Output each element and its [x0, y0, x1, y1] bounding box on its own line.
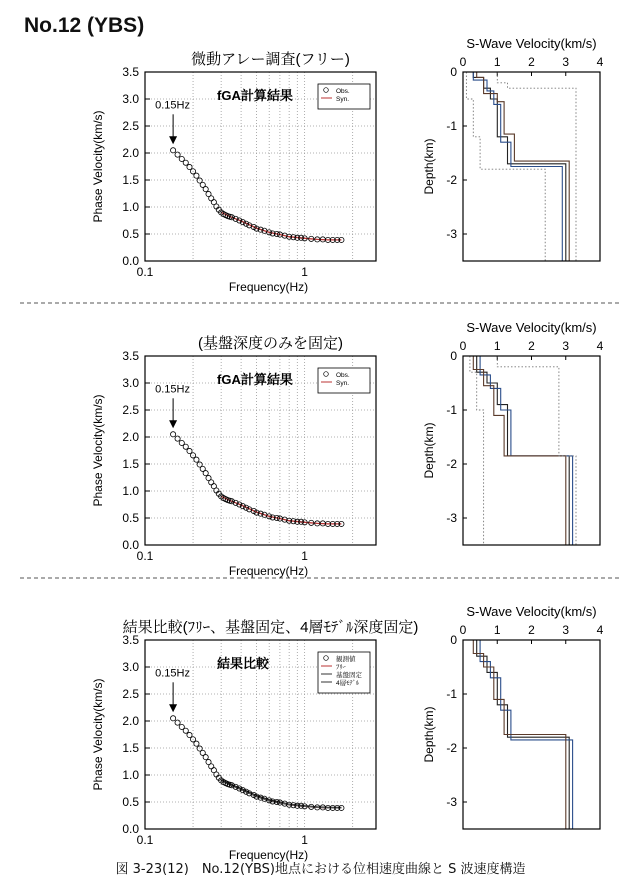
- observed-point: [175, 720, 180, 725]
- x-tick-label: 0.1: [136, 265, 154, 279]
- y-axis-label: Depth(km): [422, 138, 436, 195]
- y-tick-label: 0.5: [122, 795, 139, 809]
- y-tick-label: 0: [450, 349, 457, 363]
- x-tick-label: 1: [301, 549, 308, 563]
- y-tick-label: -1: [446, 119, 457, 133]
- phase-velocity-chart: [91, 618, 418, 862]
- legend-label: ﾌﾘｰ: [336, 664, 346, 671]
- y-tick-label: -2: [446, 741, 457, 755]
- observed-point: [171, 432, 176, 437]
- chart-title: S-Wave Velocity(km/s): [466, 36, 597, 51]
- x-tick-label: 1: [493, 55, 501, 69]
- y-tick-label: 3.0: [122, 92, 139, 106]
- velocity-profile: [473, 356, 566, 545]
- y-tick-label: 3.0: [122, 376, 139, 390]
- y-tick-label: 1.0: [122, 768, 139, 782]
- y-axis-label: Phase Velocity(km/s): [91, 678, 105, 791]
- phase-velocity-chart: [91, 50, 376, 294]
- x-tick-label: 0.1: [136, 833, 154, 847]
- y-tick-label: -3: [446, 795, 457, 809]
- y-tick-label: 0.0: [122, 822, 139, 836]
- x-tick-label: 4: [596, 339, 604, 353]
- y-tick-label: 0: [450, 65, 457, 79]
- legend-label: Syn.: [336, 380, 350, 387]
- y-tick-label: -1: [446, 687, 457, 701]
- synthetic-curve: [221, 496, 341, 524]
- y-tick-label: 0.5: [122, 511, 139, 525]
- y-tick-label: -2: [446, 173, 457, 187]
- observed-point: [175, 152, 180, 157]
- y-tick-label: 1.5: [122, 741, 139, 755]
- y-tick-label: 0.0: [122, 538, 139, 552]
- observed-point: [194, 741, 199, 746]
- velocity-bound-profile: [470, 356, 484, 545]
- observed-point: [175, 436, 180, 441]
- observed-point: [183, 160, 188, 165]
- velocity-profile: [480, 356, 572, 545]
- x-tick-label: 2: [528, 55, 535, 69]
- x-tick-label: 2: [528, 623, 535, 637]
- chart-title: 結果比較(ﾌﾘｰ、基盤固定、4層ﾓﾃﾞﾙ深度固定): [122, 619, 419, 636]
- chart-annotation: fGA計算結果: [217, 372, 293, 387]
- x-axis-label: Frequency(Hz): [228, 564, 309, 578]
- y-tick-label: 2.5: [122, 119, 139, 133]
- observed-point: [171, 716, 176, 721]
- x-tick-label: 2: [528, 339, 535, 353]
- y-tick-label: 2.0: [122, 146, 139, 160]
- observed-point: [203, 471, 208, 476]
- observed-point: [194, 173, 199, 178]
- x-tick-label: 4: [596, 623, 604, 637]
- y-tick-label: 0: [450, 633, 457, 647]
- y-tick-label: 0.5: [122, 227, 139, 241]
- frequency-marker-arrowhead: [169, 136, 177, 144]
- s-wave-velocity-chart: [422, 604, 604, 829]
- observed-point: [203, 187, 208, 192]
- y-tick-label: 3.5: [122, 633, 139, 647]
- frequency-marker-arrowhead: [169, 420, 177, 428]
- frequency-marker-label: 0.15Hz: [155, 667, 190, 680]
- y-tick-label: 3.5: [122, 65, 139, 79]
- observed-point: [183, 444, 188, 449]
- y-tick-label: 2.0: [122, 430, 139, 444]
- figure-caption: 図 3-23(12) No.12(YBS)地点における位相速度曲線と S 波速度構造: [115, 862, 526, 877]
- y-axis-label: Depth(km): [422, 422, 436, 479]
- observed-point: [203, 755, 208, 760]
- frequency-marker-label: 0.15Hz: [155, 99, 190, 112]
- x-tick-label: 0.1: [136, 549, 154, 563]
- observed-point: [209, 764, 214, 769]
- chart-title: S-Wave Velocity(km/s): [466, 604, 597, 619]
- y-axis-label: Phase Velocity(km/s): [91, 110, 105, 223]
- y-tick-label: 1.5: [122, 457, 139, 471]
- x-tick-label: 4: [596, 55, 604, 69]
- x-tick-label: 1: [493, 623, 501, 637]
- y-tick-label: 1.5: [122, 173, 139, 187]
- observed-point: [187, 732, 192, 737]
- x-tick-label: 1: [301, 265, 308, 279]
- x-axis-label: Frequency(Hz): [228, 280, 309, 294]
- x-tick-label: 0: [459, 55, 467, 69]
- y-tick-label: 1.0: [122, 484, 139, 498]
- legend-label: 観測値: [336, 656, 356, 663]
- velocity-bound-profile: [497, 356, 576, 545]
- x-tick-label: 3: [562, 55, 570, 69]
- y-tick-label: -3: [446, 227, 457, 241]
- legend-label: Obs.: [336, 88, 350, 95]
- chart-title: (基盤深度のみを固定): [198, 335, 343, 352]
- x-tick-label: 1: [301, 833, 308, 847]
- x-tick-label: 0: [459, 339, 467, 353]
- chart-annotation: fGA計算結果: [217, 88, 293, 103]
- legend-label: 基盤固定: [336, 672, 362, 679]
- observed-point: [183, 728, 188, 733]
- y-tick-label: 3.0: [122, 660, 139, 674]
- x-axis-label: Frequency(Hz): [228, 848, 309, 862]
- y-tick-label: 1.0: [122, 200, 139, 214]
- chart-annotation: 結果比較: [217, 656, 270, 671]
- y-tick-label: -1: [446, 403, 457, 417]
- legend-label: Obs.: [336, 372, 350, 379]
- y-tick-label: -3: [446, 511, 457, 525]
- s-wave-velocity-chart: [422, 36, 604, 261]
- synthetic-curve: [221, 212, 341, 240]
- frequency-marker-label: 0.15Hz: [155, 383, 190, 396]
- x-tick-label: 0: [459, 623, 467, 637]
- frequency-marker-arrowhead: [169, 704, 177, 712]
- y-tick-label: 3.5: [122, 349, 139, 363]
- y-tick-label: 2.0: [122, 714, 139, 728]
- legend-label: 4層ﾓﾃﾞﾙ: [336, 680, 360, 687]
- y-tick-label: 0.0: [122, 254, 139, 268]
- observed-point: [209, 196, 214, 201]
- chart-title: S-Wave Velocity(km/s): [466, 320, 597, 335]
- chart-title: 微動アレー調査(フリー): [191, 51, 350, 68]
- s-wave-velocity-chart: [422, 320, 604, 545]
- observed-point: [171, 148, 176, 153]
- y-tick-label: 2.5: [122, 403, 139, 417]
- page-heading: No.12 (YBS): [24, 14, 145, 37]
- y-tick-label: -2: [446, 457, 457, 471]
- y-tick-label: 2.5: [122, 687, 139, 701]
- synthetic-curve: [221, 781, 341, 808]
- observed-point: [187, 164, 192, 169]
- observed-point: [187, 448, 192, 453]
- y-axis-label: Phase Velocity(km/s): [91, 394, 105, 507]
- observed-point: [209, 480, 214, 485]
- legend-label: Syn.: [336, 96, 350, 103]
- observed-point: [194, 457, 199, 462]
- x-tick-label: 3: [562, 339, 570, 353]
- y-axis-label: Depth(km): [422, 706, 436, 763]
- x-tick-label: 3: [562, 623, 570, 637]
- x-tick-label: 1: [493, 339, 501, 353]
- phase-velocity-chart: [91, 334, 376, 578]
- velocity-profile: [473, 72, 562, 261]
